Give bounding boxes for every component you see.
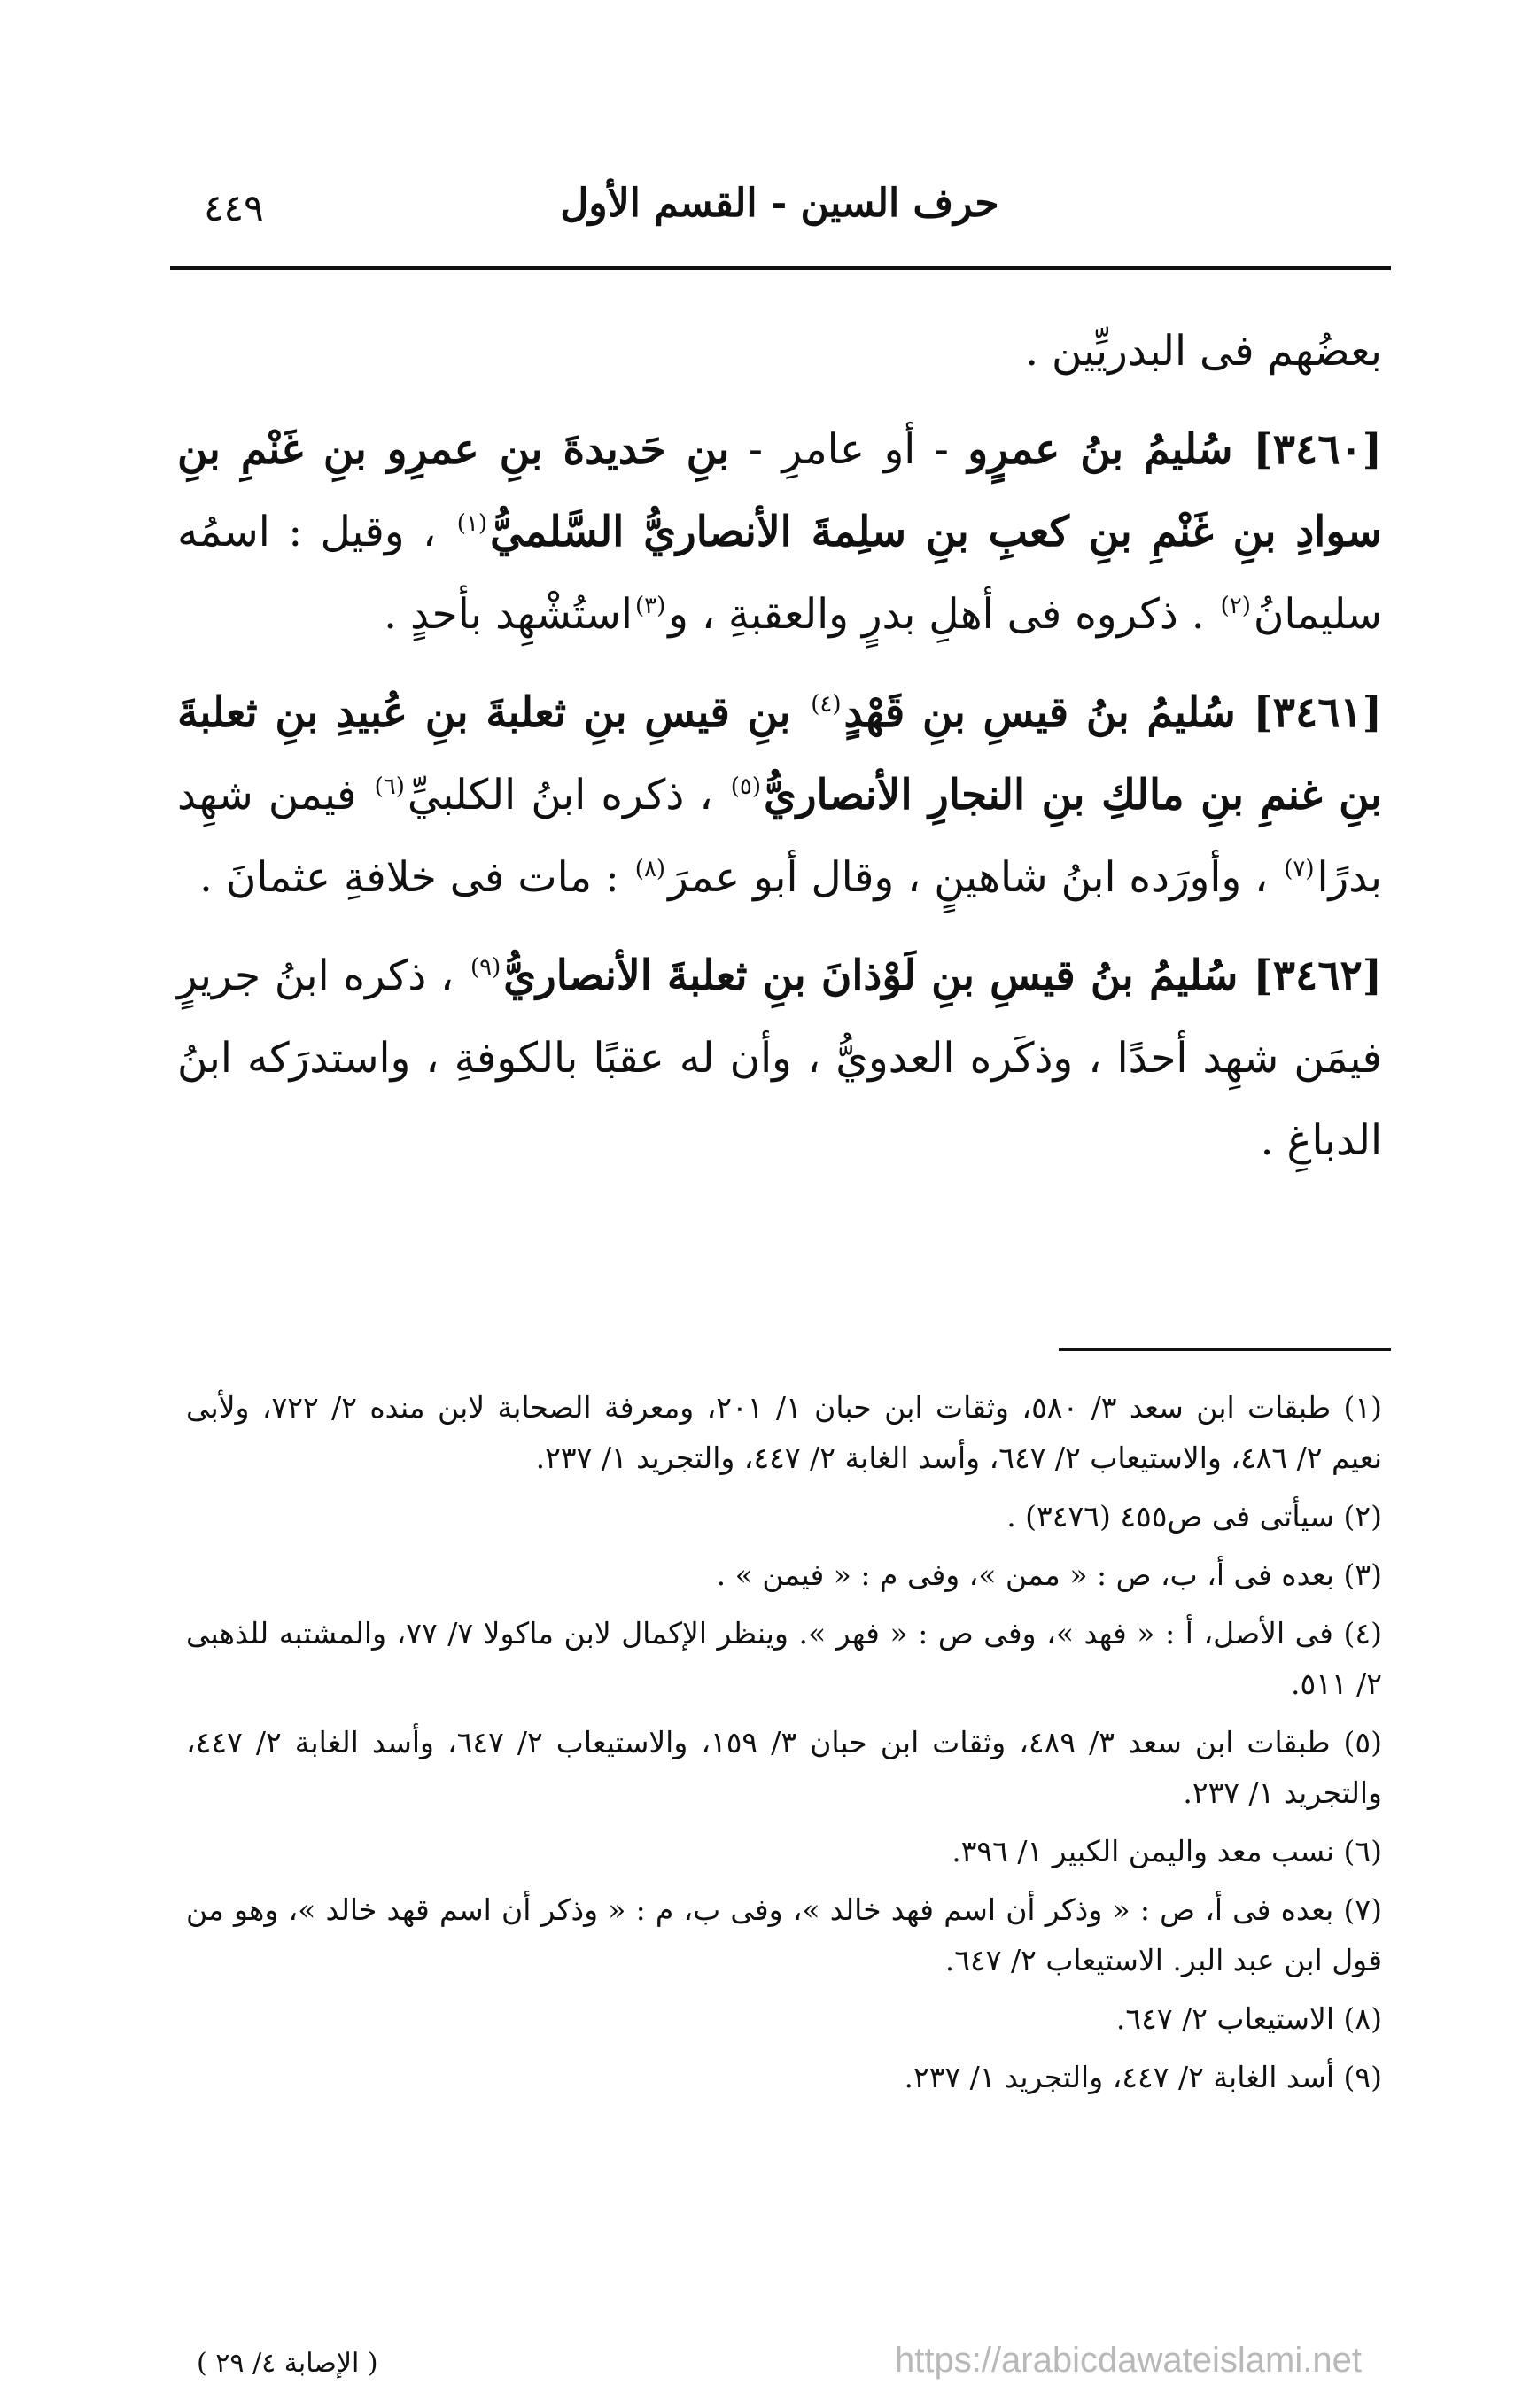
entry-text: - أو عامرِ - (729, 425, 968, 474)
entry-text: ، ذكره ابنُ جريرٍ فيمَن شهِد أحدًا ، وذكَره العدويُّ ، وأن له عقبًا بالكوفةِ ، واستدرَكه ابنُ الدباغِ . (177, 952, 1382, 1165)
footnote-ref[interactable]: (٤) (811, 691, 842, 719)
footnote-6: (٦) نسب معد واليمن الكبير ١/ ٣٩٦. (952, 1834, 1382, 1868)
entry-heading: [٣٤٦٠] سُليمُ بنُ عمرٍو (967, 425, 1382, 474)
footnote-3: (٣) بعده فى أ، ب، ص : « ممن »، وفى م : « فيمن » . (716, 1557, 1382, 1592)
entry-heading-continued: بنِ حَديدةَ بنِ عمرِو بنِ غَنْمِ بنِ سوادِ بنِ غَنْمِ بنِ كعبِ بنِ سلِمةَ الأنصاريُّ السَّلميُّ (177, 425, 1382, 556)
entry-heading: [٣٤٦٢] سُليمُ بنُ قيسِ بنِ لَوْذانَ بنِ ثعلبةَ الأنصاريُّ (503, 952, 1382, 1000)
paragraph-continuation (177, 310, 1382, 392)
page-header (173, 168, 1387, 230)
footnote-1: (١) طبقات ابن سعد ٣/ ٥٨٠، وثقات ابن حبان ١/ ٢٠١، ومعرفة الصحابة لابن منده ٢/ ٧٢٢، ولأبى نعيم ٢/ ٤٨٦، والاستيعاب ٢/ ٦٤٧، وأسد الغابة ٢/ ٤٤٧، والتجريد ١/ ٢٣٧. (186, 1390, 1383, 1475)
main-text (177, 310, 1382, 1198)
footnote-separator (1059, 1348, 1391, 1351)
header-rule (170, 266, 1391, 270)
entry-3460 (177, 408, 1382, 656)
footnote-ref[interactable]: (٢) (1220, 593, 1251, 620)
continuation-text: بعضُهم فى البدريِّين . (1025, 327, 1382, 376)
volume-signature: ( الإصابة ٤/ ٢٩ ) (197, 2348, 378, 2379)
entry-text: ، وأورَده ابنُ شاهينٍ ، وقال أبو عمرَ (668, 853, 1282, 902)
entry-3461 (177, 672, 1382, 919)
entry-text: فيمن شهِد بدرًا (177, 771, 1382, 902)
footnote-9: (٩) أسد الغابة ٢/ ٤٤٧، والتجريد ١/ ٢٣٧. (904, 2060, 1382, 2094)
footnotes (186, 1382, 1382, 2110)
footnote-ref[interactable]: (٧) (1284, 856, 1315, 883)
footnote-4: (٤) فى الأصل، أ : « فهد »، وفى ص : « فهر ». وينظر الإكمال لابن ماكولا ٧/ ٧٧، والمشتبه للذهبى ٢/ ٥١١. (186, 1616, 1382, 1701)
footnote-8: (٨) الاستيعاب ٢/ ٦٤٧. (1115, 2001, 1382, 2036)
entry-text: استُشْهِد بأحدٍ . (384, 590, 633, 639)
watermark-url: https://arabicdawateislami.net (895, 2341, 1362, 2380)
footnote-ref[interactable]: (٨) (634, 856, 666, 883)
footnote-ref[interactable]: (٣) (634, 593, 666, 620)
footnote-7: (٧) بعده فى أ، ص : « وذكر أن اسم فهد خالد »، وفى ب، م : « وذكر أن اسم قهد خالد »، وهو من قول ابن عبد البر. الاستيعاب ٢/ ٦٤٧. (186, 1892, 1382, 1977)
entry-text: . ذكروه فى أهلِ بدرٍ والعقبةِ ، و (668, 590, 1218, 639)
entry-text: ، وقيل : اسمُه سليمانُ (177, 508, 1382, 639)
page-number: ٤٤٩ (204, 186, 264, 229)
entry-heading-continued: بنِ قيسِ بنِ ثعلبةَ بنِ عُبيدِ بنِ ثعلبةَ بنِ غنمِ بنِ مالكِ بنِ النجارِ الأنصاريُّ (177, 688, 1382, 819)
entry-heading: [٣٤٦١] سُليمُ بنُ قيسِ بنِ قَهْدٍ (843, 688, 1382, 737)
entry-text: : مات فى خلافةِ عثمانَ . (198, 853, 633, 902)
footnote-2: (٢) سيأتى فى ص٤٥٥ (٣٤٧٦) . (1006, 1499, 1382, 1534)
entry-3462 (177, 935, 1382, 1182)
footnote-ref[interactable]: (٥) (730, 773, 762, 801)
entry-text: ، ذكره ابنُ الكلبيِّ (407, 771, 728, 819)
running-title: حرف السين - القسم الأول (560, 181, 999, 226)
footnote-5: (٥) طبقات ابن سعد ٣/ ٤٨٩، وثقات ابن حبان ٣/ ١٥٩، والاستيعاب ٢/ ٦٤٧، وأسد الغابة ٢/ ٤٤٧، والتجريد ١/ ٢٣٧. (186, 1725, 1382, 1810)
footnote-ref[interactable]: (٩) (470, 954, 501, 982)
footnote-ref[interactable]: (١) (456, 510, 488, 538)
footnote-ref[interactable]: (٦) (374, 773, 405, 801)
